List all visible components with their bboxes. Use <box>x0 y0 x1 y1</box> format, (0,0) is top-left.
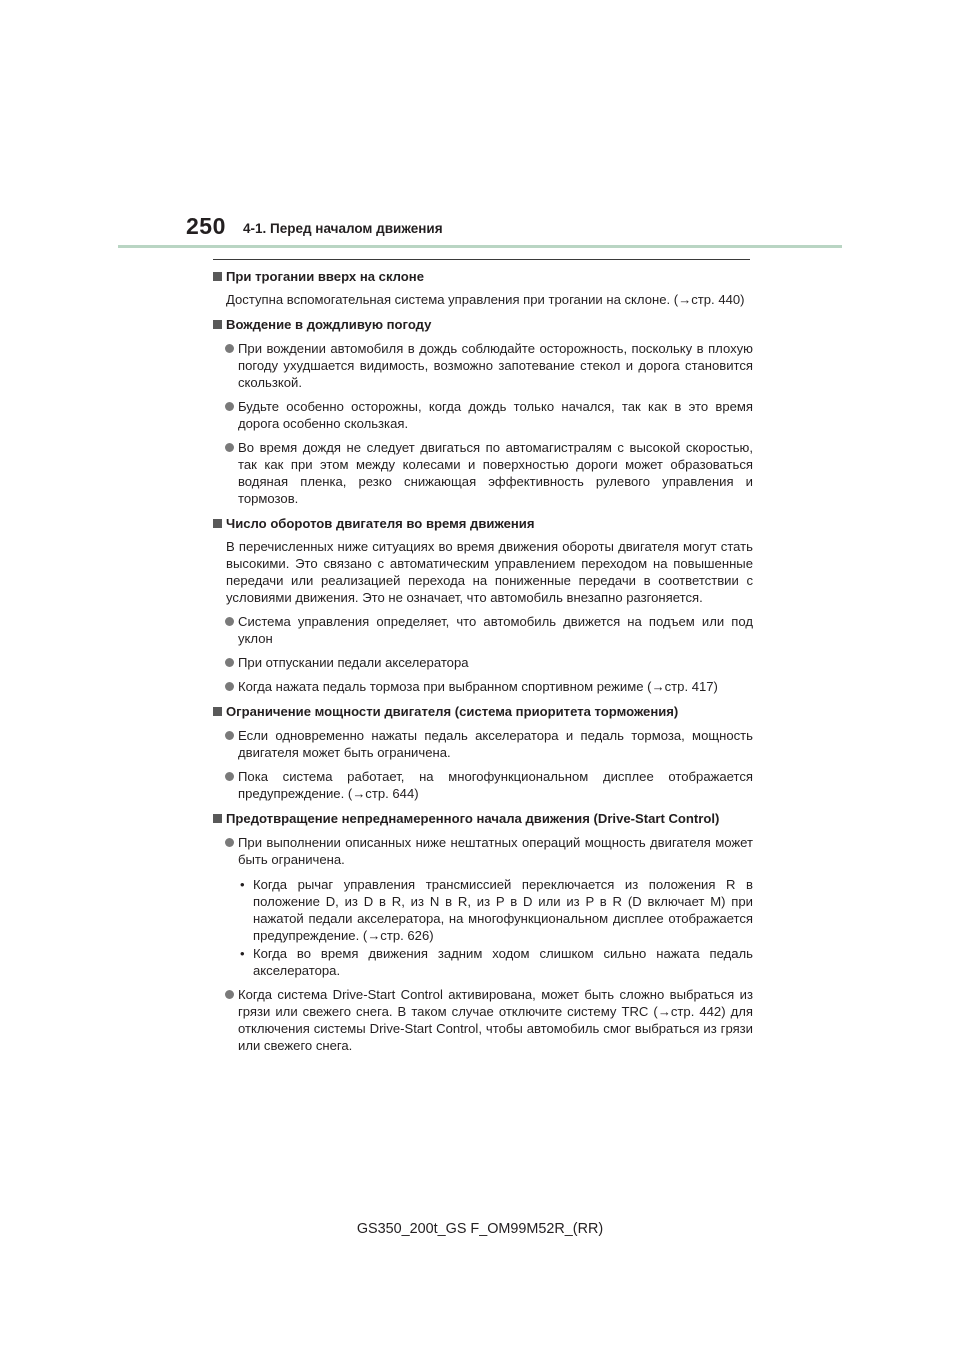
page-content <box>212 268 753 1054</box>
round-bullet-icon <box>225 344 234 353</box>
small-bullet-icon: • <box>240 877 245 892</box>
section-heading: Вождение в дождливую погоду <box>212 316 753 333</box>
square-bullet-icon <box>213 320 222 329</box>
small-bullet-icon: • <box>240 946 245 961</box>
round-bullet-icon <box>225 443 234 452</box>
round-bullet-icon <box>225 990 234 999</box>
content-divider <box>213 259 750 260</box>
round-bullet-icon <box>225 838 234 847</box>
list-item: Будьте особенно осторожны, когда дождь только начался, так как в это время дорога особенно скользкая. <box>212 398 753 432</box>
list-item: Если одновременно нажаты педаль акселератора и педаль тормоза, мощность двигателя может быть ограничена. <box>212 727 753 761</box>
round-bullet-icon <box>225 658 234 667</box>
list-item: Во время дождя не следует двигаться по автомагистралям с высокой скоростью, так как при этом между колесами и поверхностью дороги может образоваться водяная пленка, резко снижающая эффективность рулевого управления и тормозов. <box>212 439 753 507</box>
section-title: 4-1. Перед началом движения <box>243 221 443 236</box>
round-bullet-icon <box>225 402 234 411</box>
list-item: Когда система Drive-Start Control активирована, может быть сложно выбраться из грязи или свежего снега. В таком случае отключите систему TRC (→стр. 442) для отключения системы Drive-Start Control, чтобы автомобиль смог выбраться из грязи или свежего снега. <box>212 986 753 1054</box>
list-item: При отпускании педали акселератора <box>212 654 753 671</box>
document-code-footer: GS350_200t_GS F_OM99M52R_(RR) <box>356 1221 604 1237</box>
round-bullet-icon <box>225 772 234 781</box>
round-bullet-icon <box>225 682 234 691</box>
square-bullet-icon <box>213 814 222 823</box>
square-bullet-icon <box>213 519 222 528</box>
sub-list-item: • Когда во время движения задним ходом слишком сильно нажата педаль акселератора. <box>240 946 753 978</box>
section-heading: При трогании вверх на склоне <box>212 268 753 285</box>
list-item: Когда нажата педаль тормоза при выбранном спортивном режиме (→стр. 417) <box>212 678 753 695</box>
section-heading: Число оборотов двигателя во время движения <box>212 515 753 532</box>
paragraph: Доступна вспомогательная система управления при трогании на склоне. (→стр. 440) <box>226 292 745 307</box>
square-bullet-icon <box>213 272 222 281</box>
section-heading: Ограничение мощности двигателя (система приоритета торможения) <box>212 703 753 720</box>
square-bullet-icon <box>213 707 222 716</box>
round-bullet-icon <box>225 617 234 626</box>
section-heading: Предотвращение непреднамеренного начала движения (Drive-Start Control) <box>212 810 753 827</box>
list-item: При выполнении описанных ниже нештатных операций мощность двигателя может быть ограничена. <box>212 834 753 868</box>
header-divider <box>118 245 842 248</box>
list-item: При вождении автомобиля в дождь соблюдайте осторожность, поскольку в плохую погоду ухудшается видимость, возможно запотевание стекол и дорога становится скользкой. <box>212 340 753 391</box>
round-bullet-icon <box>225 731 234 740</box>
sub-list-item: • Когда рычаг управления трансмиссией переключается из положения R в положение D, из D в R, из N в R, из P в D или из P в R (D включает M) при нажатой педали акселератора, на многофункциональном дисплее отображается предупреждение. (→стр. 626) <box>240 877 753 943</box>
list-item: Пока система работает, на многофункциональном дисплее отображается предупреждение. (→стр. 644) <box>212 768 753 802</box>
paragraph: В перечисленных ниже ситуациях во время движения обороты двигателя могут стать высокими. Это связано с автоматическим управлением переходом на повышенные передачи или реализацией перехода на пониженные передачи в соответствии с условиями движения. Это не означает, что автомобиль внезапно разгоняется. <box>226 539 753 605</box>
list-item: Система управления определяет, что автомобиль движется на подъем или под уклон <box>212 613 753 647</box>
page-number: 250 <box>186 213 226 239</box>
